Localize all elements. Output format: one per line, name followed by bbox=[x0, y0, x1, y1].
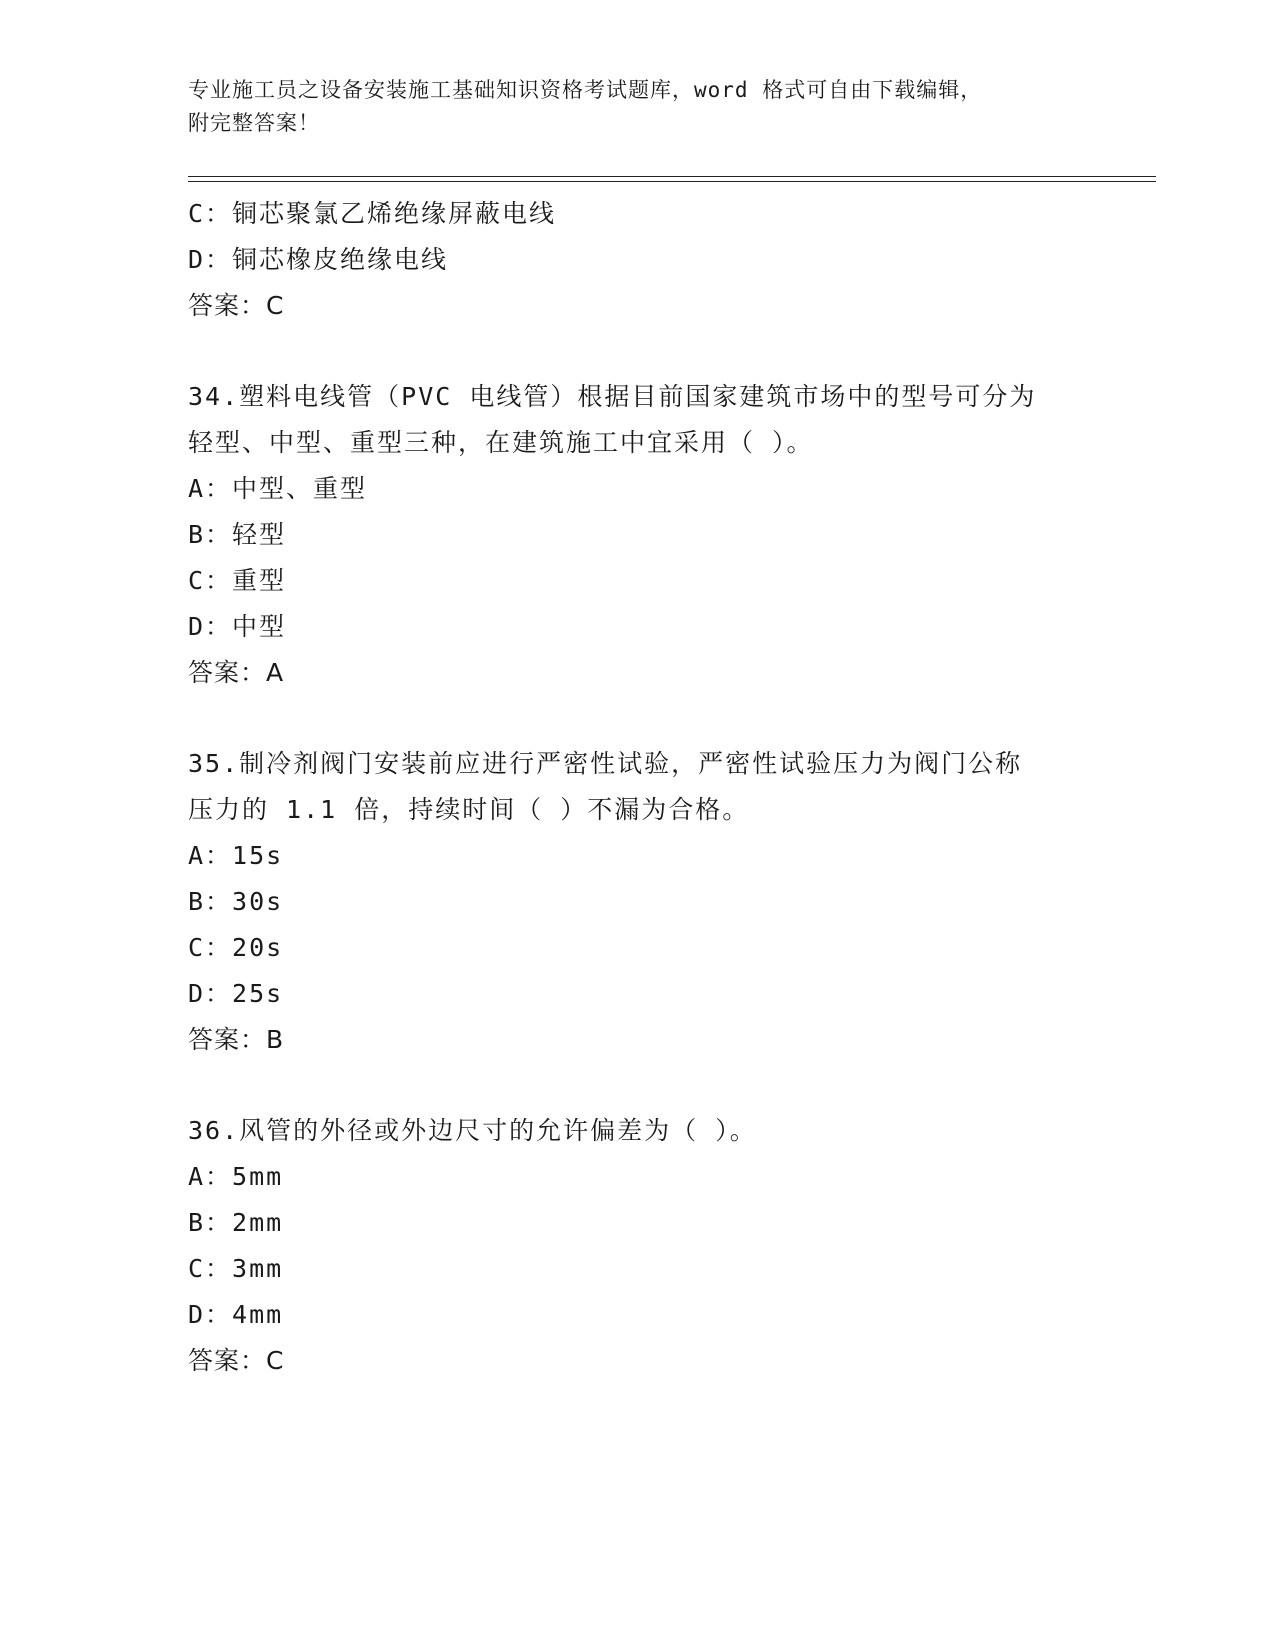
question-spacer bbox=[188, 696, 1088, 741]
option-d: D：4mm bbox=[188, 1300, 284, 1329]
question-36 bbox=[188, 1108, 1088, 1384]
option-c: C：3mm bbox=[188, 1254, 284, 1283]
option-b: B：轻型 bbox=[188, 520, 287, 549]
header-line-2: 附完整答案！ bbox=[188, 111, 320, 135]
option-d: D：铜芯橡皮绝缘电线 bbox=[188, 245, 449, 274]
question-spacer bbox=[188, 1063, 1088, 1108]
option-a: A：5mm bbox=[188, 1162, 284, 1191]
answer-line: 答案：C bbox=[188, 1346, 285, 1375]
option-a: A：中型、重型 bbox=[188, 474, 368, 503]
question-stem-line: 35.制冷剂阀门安装前应进行严密性试验，严密性试验压力为阀门公称 bbox=[188, 749, 1023, 778]
document-header bbox=[188, 74, 1068, 140]
question-stem-line: 36.风管的外径或外边尺寸的允许偏差为（ ）。 bbox=[188, 1116, 757, 1145]
header-divider-top bbox=[188, 176, 1156, 177]
option-c: C：重型 bbox=[188, 566, 287, 595]
option-a: A：15s bbox=[188, 841, 284, 870]
question-34 bbox=[188, 374, 1088, 696]
option-d: D：中型 bbox=[188, 612, 287, 641]
option-b: B：30s bbox=[188, 887, 284, 916]
question-stem-line: 压力的 1.1 倍，持续时间（ ）不漏为合格。 bbox=[188, 795, 750, 824]
question-stem bbox=[188, 1108, 1088, 1154]
answer-line: 答案：B bbox=[188, 1025, 285, 1054]
answer-line: 答案：A bbox=[188, 658, 285, 687]
question-list bbox=[188, 191, 1088, 1384]
question-spacer bbox=[188, 329, 1088, 374]
question-stem-line: 轻型、中型、重型三种，在建筑施工中宜采用（ ）。 bbox=[188, 428, 814, 457]
question-stem bbox=[188, 741, 1088, 833]
option-d: D：25s bbox=[188, 979, 284, 1008]
header-line-1: 专业施工员之设备安装施工基础知识资格考试题库，word 格式可自由下载编辑， bbox=[188, 78, 983, 102]
question-stem-line: 34.塑料电线管（PVC 电线管）根据目前国家建筑市场中的型号可分为 bbox=[188, 382, 1037, 411]
option-c: C：铜芯聚氯乙烯绝缘屏蔽电线 bbox=[188, 199, 557, 228]
question-stem bbox=[188, 374, 1088, 466]
option-b: B：2mm bbox=[188, 1208, 284, 1237]
option-c: C：20s bbox=[188, 933, 284, 962]
question-33-tail bbox=[188, 191, 1088, 329]
answer-line: 答案：C bbox=[188, 291, 285, 320]
question-35 bbox=[188, 741, 1088, 1063]
header-divider-bottom bbox=[188, 181, 1156, 182]
